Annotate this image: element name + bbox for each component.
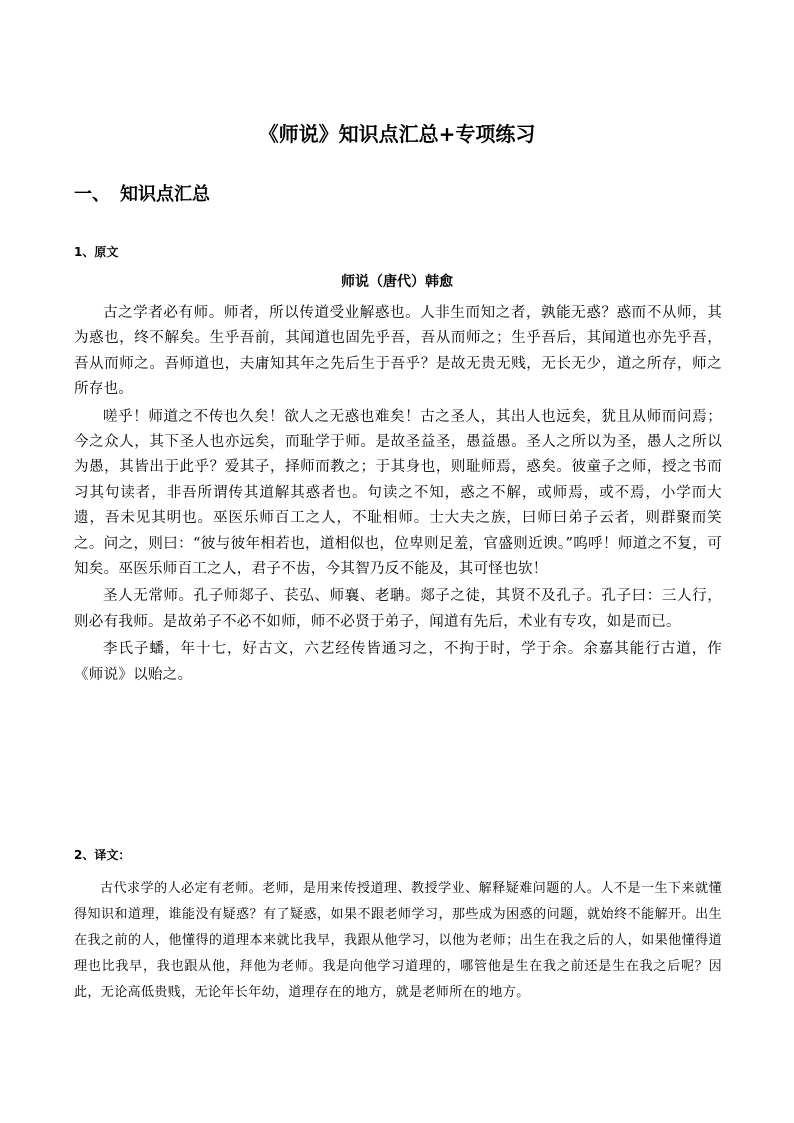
paragraph: 古代求学的人必定有老师。老师，是用来传授道理、教授学业、解释疑难问题的人。人不是一生下来就懂得知识和道理，谁能没有疑惑？有了疑惑，如果不跟老师学习，那些成为困惑的问题，就始终不能解开。出生在我之前的人，他懂得的道理本来就比我早，我跟从他学习，以他为老师；出生在我之后的人，如果他懂得道理也比我早，我也跟从他，拜他为老师。我是向他学习道理的，哪管他是生在我之前还是生在我之后呢？因此，无论高低贵贱，无论年长年幼，道理存在的地方，就是老师所在的地方。 — [74, 881, 722, 1000]
subheading-original: 1、原文 — [74, 245, 119, 259]
document-title: 《师说》知识点汇总+专项练习 — [258, 122, 536, 146]
original-text — [74, 301, 722, 688]
section-number: 一、 — [74, 184, 110, 205]
paragraph: 圣人无常师。孔子师郯子、苌弘、师襄、老聃。郯子之徒，其贤不及孔子。孔子曰：三人行，则必有我师。是故弟子不必不如师，师不必贤于弟子，闻道有先后，术业有专攻，如是而已。 — [74, 588, 722, 630]
paragraph: 嗟乎！师道之不传也久矣！欲人之无惑也难矣！古之圣人，其出人也远矣，犹且从师而问焉；今之众人，其下圣人也亦远矣，而耻学于师。是故圣益圣，愚益愚。圣人之所以为圣，愚人之所以为愚，其皆出于此乎？爱其子，择师而教之；于其身也，则耻师焉，惑矣。彼童子之师，授之书而习其句读者，非吾所谓传其道解其惑者也。句读之不知，惑之不解，或师焉，或不焉，小学而大遗，吾未见其明也。巫医乐师百工之人，不耻相师。士大夫之族，曰师曰弟子云者，则群聚而笑之。问之，则曰：“彼与彼年相若也，道相似也，位卑则足羞，官盛则近谀。”呜呼！师道之不复，可知矣。巫医乐师百工之人，君子不齿，今其智乃反不能及，其可怪也欤！ — [74, 408, 722, 578]
translation-text — [74, 876, 722, 1006]
section-heading — [74, 182, 210, 208]
paragraph: 李氏子蟠，年十七，好古文，六艺经传皆通习之，不拘于时，学于余。余嘉其能行古道，作《师说》以贻之。 — [74, 641, 722, 683]
subheading-translation: 2、译文： — [74, 848, 131, 862]
section-label: 知识点汇总 — [120, 184, 210, 205]
paragraph: 古之学者必有师。师者，所以传道受业解惑也。人非生而知之者，孰能无惑？惑而不从师，其为惑也，终不解矣。生乎吾前，其闻道也固先乎吾，吾从而师之；生乎吾后，其闻道也亦先乎吾，吾从而师之。吾师道也，夫庸知其年之先后生于吾乎？是故无贵无贱，无长无少，道之所存，师之所存也。 — [74, 305, 722, 398]
poem-title: 师说（唐代）韩愈 — [341, 274, 453, 290]
